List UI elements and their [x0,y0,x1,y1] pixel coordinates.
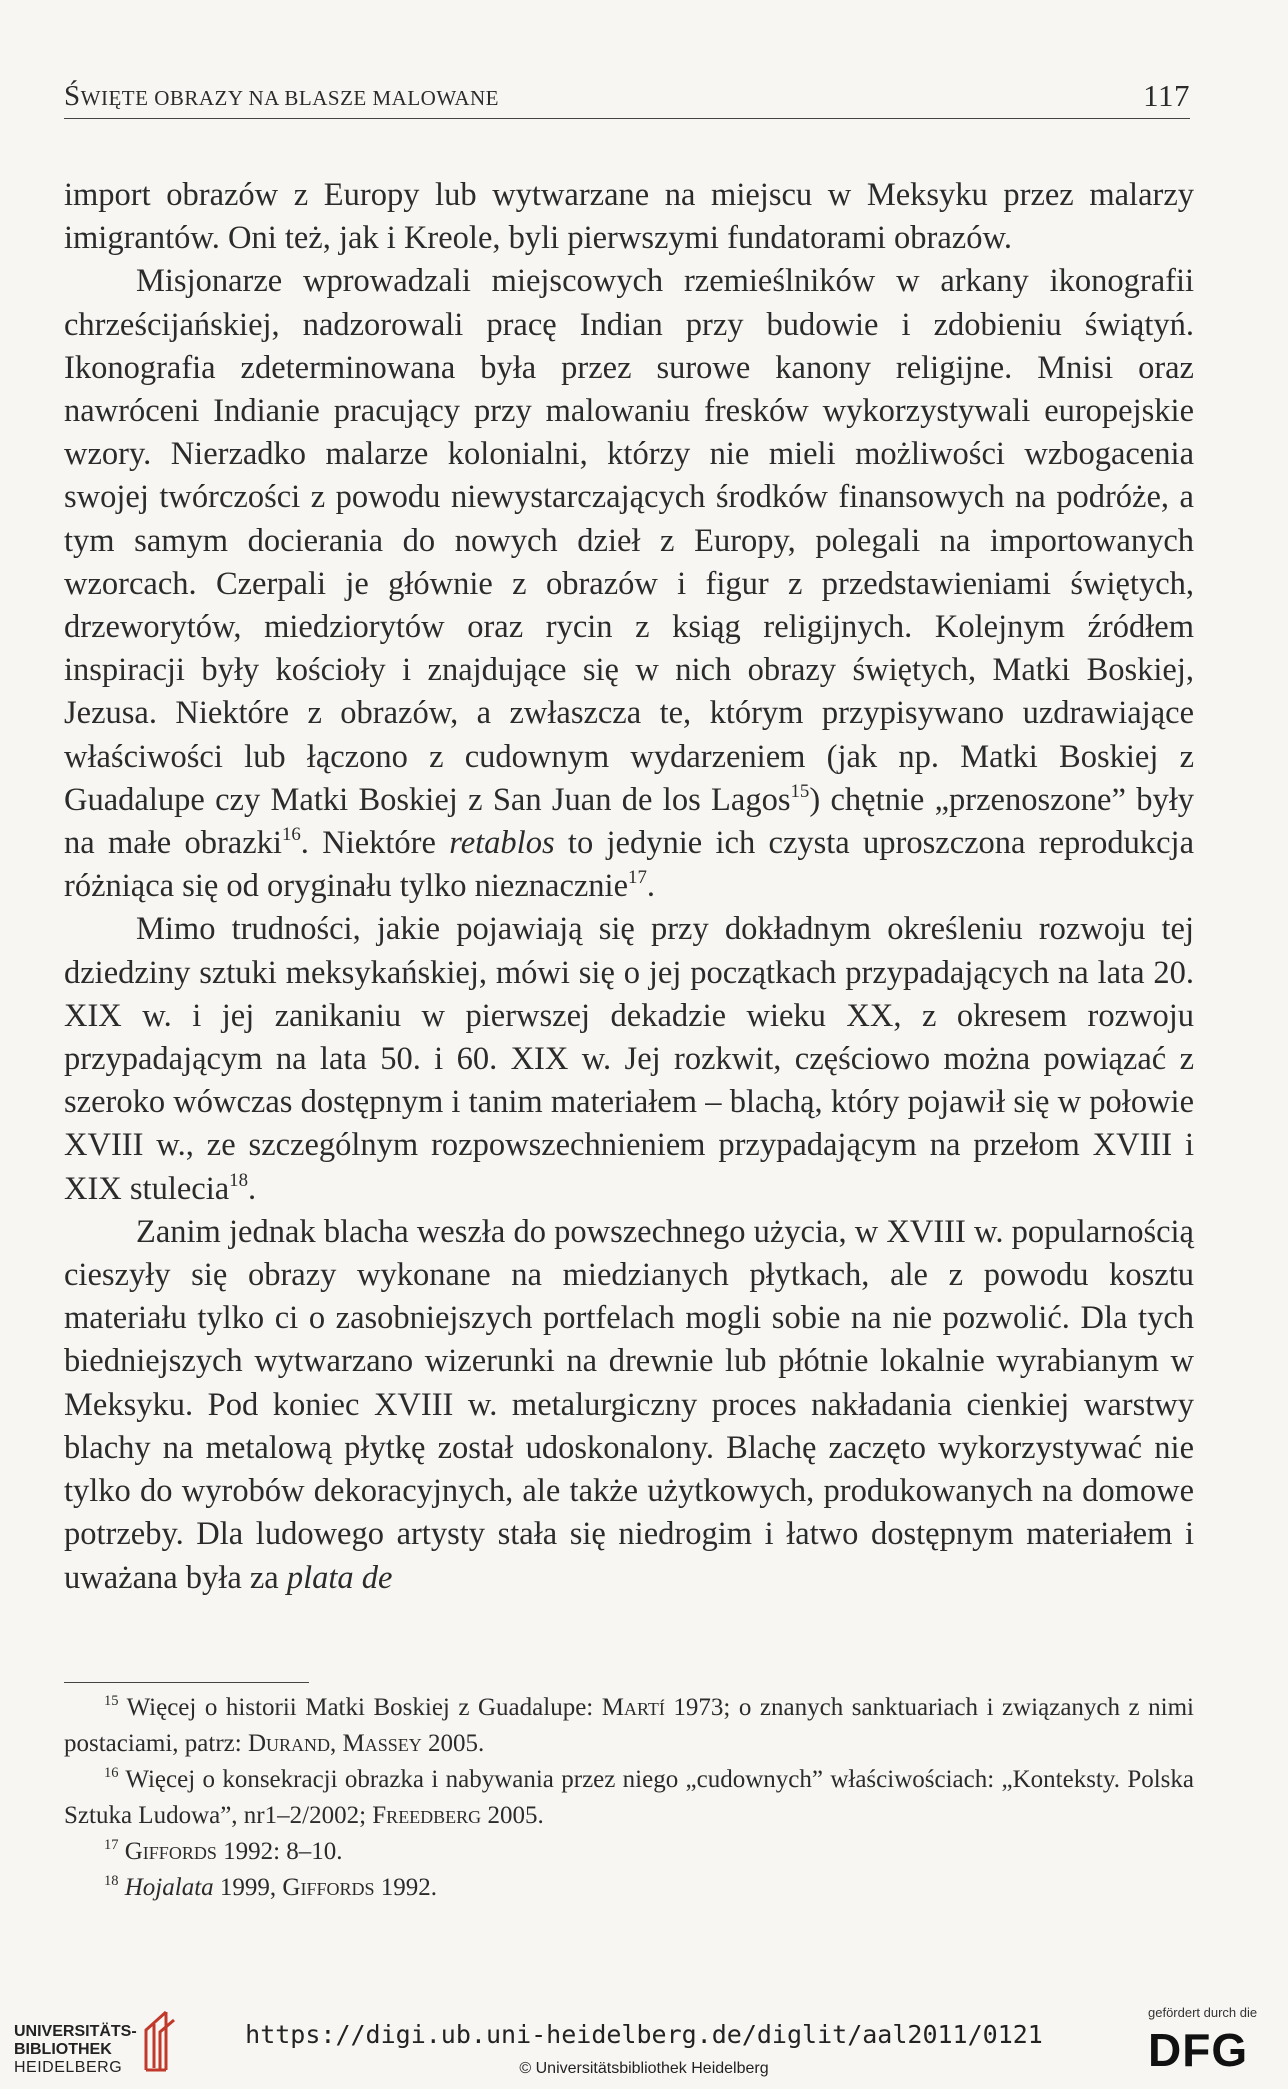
text-run: . Niektóre [300,825,450,862]
author-name: Giffords [124,1838,217,1865]
library-logo[interactable]: UNIVERSITÄTS- BIBLIOTHEK HEIDELBERG [14,2008,184,2078]
text-run: Zanim jednak blacha weszła do powszechnego użycia, w XVIII w. popularnością cieszyły się obrazy wykonane na miedzianych płytkach, ale z powodu kosztu materiału tylko ci o zasobniejszych portfelach mogli sobie na nie pozwolić. Dla tych biedniejszych wytwarzano wizerunki na drewnie lub płótnie lokalnie wyrabianym w Meksyku. Pod koniec XVIII w. metalurgiczny proces nakładania cienkiej warstwy blachy na metalową płytkę został udoskonalony. Blachę zaczęto wykorzystywać nie tylko do wyrobów dekoracyjnych, ale także użytkowych, produkowanych na domowe potrzeby. Dla ludowego artysty stała się niedrogim i łatwo dostępnym materiałem i uważana była za [64,1213,1194,1596]
text-run: Mimo trudności, jakie pojawiają się przy dokładnym określeniu rozwoju tej dziedziny sztuki meksykańskiej, mówi się o jej początkach przypadających na lata 20. XIX w. i jej zanikaniu w pierwszej dekadzie wieku XX, z okresem rozwoju przypadającym na lata 50. i 60. XIX w. Jej rozkwit, częściowo można powiązać z szeroko wówczas dostępnym i tanim materiałem – blachą, który pojawił się w połowie XVIII w., ze szczególnym rozpowszechnieniem przypadającym na przełom XVIII i XIX stulecia [64,911,1194,1207]
footnote-ref: 17 [628,867,647,889]
author-name: Durand [247,1730,331,1757]
text-run: import obrazów z Europy lub wytwarzane na miejscu w Meksyku przez malarzy imigrantów. Oni też, jak i Kreole, byli pierwszymi fundatorami obrazów. [64,177,1194,257]
text-run: . [646,868,655,905]
footnote-ref: 18 [229,1169,248,1191]
footnote-ref: 16 [104,1764,119,1781]
body-text [64,174,1194,1600]
footnotes [64,1690,1194,1906]
text-run: 1992: 8–10. [216,1838,343,1865]
footnote [64,1834,1194,1870]
text-run: 2005. [421,1730,485,1757]
author-name: Massey [342,1730,422,1757]
text-run: ) chętnie „przenoszone” były na małe obrazki [64,781,1194,862]
footnote [64,1870,1194,1906]
text-run: 1992. [374,1874,437,1901]
running-header [64,74,1190,119]
text-run: Misjonarze wprowadzali miejscowych rzemieślników w arkany ikonografii chrześcijańskiej, nadzorowali pracę Indian przy budowie i zdobieniu świątyń. Ikonografia zdeterminowana była przez surowe kanony religijne. Mnisi oraz nawróceni Indianie pracujący przy malowaniu fresków wykorzystywali europejskie wzory. Nierzadko malarze kolonialni, którzy nie mieli możliwości wzbogacenia swojej twórczości z powodu niewystarczających środków finansowych na podróże, a tym samym docierania do nowych dzieł z Europy, polegali na importowanych wzorcach. Czerpali je głównie z obrazów i figur z przedstawieniami świętych, drzeworytów, miedziorytów oraz rycin z ksiąg religijnych. Kolejnym źródłem inspiracji były kościoły i znajdujące się w nich obrazy świętych, Matki Boskiej, Jezusa. Niektóre z obrazów, a zwłaszcza te, którym przypisywano uzdrawiające właściwości lub łączono z cudownym wydarzeniem (jak np. Matki Boskiej z Guadalupe czy Matki Boskiej z San Juan de los Lagos [64,263,1194,818]
footnote-ref: 18 [104,1872,119,1889]
text-run: , [330,1730,343,1757]
footnote-ref: 16 [281,823,301,845]
italic-term: Hojalata [124,1874,214,1901]
footnote-ref: 15 [104,1692,119,1709]
running-title: ŚWIĘTE OBRAZY NA BLASZE MALOWANE [64,80,499,112]
italic-term: retablos [449,825,555,862]
footnote [64,1690,1194,1762]
dfg-logo[interactable]: gefördert durch die DFG [1148,2005,1258,2076]
text-run: Więcej o konsekracji obrazka i nabywania przez niego „cudownych” właściwościach: „Konteksty. Polska Sztuka Ludowa”, nr1–2/2002; [64,1766,1194,1829]
text-run: . [248,1170,257,1207]
copyright-notice: © Universitätsbibliothek Heidelberg [519,2060,769,2077]
author-name: Giffords [282,1874,375,1901]
text-run: 1973; o znanych sanktuariach i związanych z nimi postaciami, patrz: [64,1694,1194,1757]
page-number: 117 [1143,78,1190,113]
footnote [64,1762,1194,1834]
italic-term: plata de [286,1559,393,1596]
text-run: 1999, [213,1874,283,1901]
paragraph [64,260,1194,908]
author-name: Freedberg [372,1802,482,1829]
text-run: Więcej o historii Matki Boskiej z Guadalupe: [118,1694,602,1721]
author-name: Martí [601,1694,665,1721]
footnote-separator [64,1682,309,1683]
paragraph [64,908,1194,1210]
text-run: to jedynie ich czysta uproszczona reprodukcja różniąca się od oryginału tylko nieznacznie [64,825,1195,905]
page-url-link[interactable]: https://digi.ub.uni-heidelberg.de/diglit/aal2011/0121 [245,2020,1043,2049]
text-run: 2005. [481,1802,544,1829]
footnote-ref: 15 [790,780,810,802]
paragraph [64,1211,1194,1600]
footnote-ref: 17 [104,1836,119,1853]
paragraph [64,174,1194,260]
